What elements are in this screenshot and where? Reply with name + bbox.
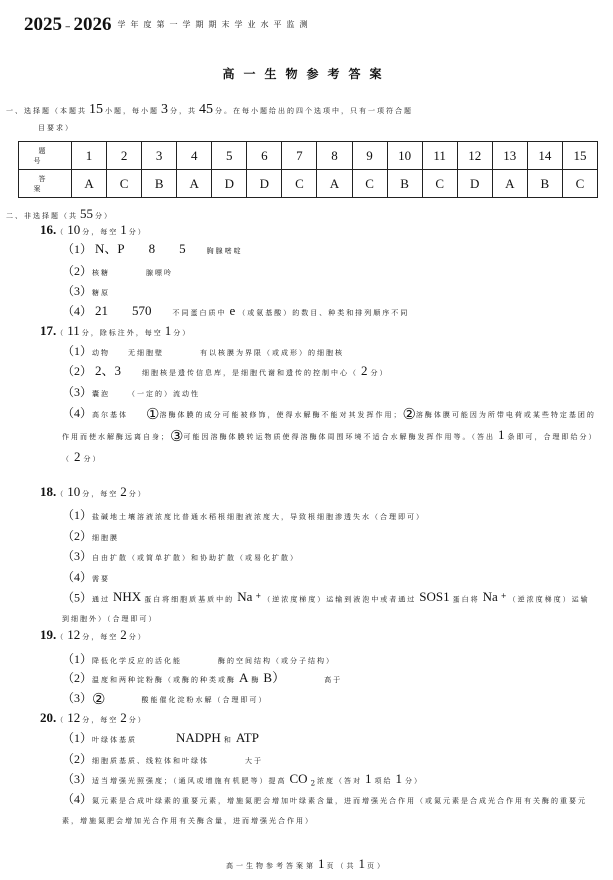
q17-score: 11	[67, 323, 80, 338]
answer-text: ATP	[235, 730, 259, 745]
answer-text: 细胞质基质、线粒体和叶绿体	[92, 757, 210, 765]
section1-prefix: 一、选择题（本题共	[6, 107, 87, 115]
part-number: （3）	[62, 385, 93, 399]
answer-cell: D	[457, 170, 492, 198]
section1-mid1: 小题，每小题	[105, 107, 159, 115]
answer-text: 2	[361, 363, 368, 378]
subscript: 2	[310, 779, 318, 788]
answer-text: 胸腺嘧啶	[206, 247, 243, 255]
q16-number: 16.	[40, 222, 57, 237]
section1-mid2: 分，共	[170, 107, 197, 115]
q20-each: 2	[120, 710, 127, 725]
answer-text: 条即可，合理即给分）（	[62, 433, 594, 463]
superscript: +	[255, 592, 264, 600]
answer-text: 自由扩散（或简单扩散）和协助扩散（或易化扩散）	[92, 554, 300, 562]
answer-text: 细胞核是遗传信息库，是细胞代谢和遗传的控制中心（	[142, 369, 359, 377]
section1-heading	[6, 100, 606, 135]
answer-text: 盐碱地土壤溶液浓度比普通水稻根细胞液浓度大，导致根细胞渗透失水（合理即可）	[92, 513, 426, 521]
answer-cell: C	[562, 170, 597, 198]
section2-prefix: 二、非选择题（共	[6, 212, 78, 220]
answer-text: 叶绿体基质	[92, 736, 138, 744]
part-number: （1）	[62, 731, 93, 745]
q18-each: 2	[120, 484, 127, 499]
q20-part1	[62, 731, 262, 747]
qnum-cell: 15	[562, 142, 597, 170]
answer-text: 1	[395, 771, 403, 786]
footer-text: 高一生物参考答案第	[226, 862, 316, 870]
answer-text: 白将	[461, 595, 480, 604]
q18-part1	[62, 508, 425, 524]
section1-count: 15	[89, 102, 103, 117]
answer-text: 细胞膜	[92, 534, 120, 542]
answer-text: 可能因溶酶体膜转运物质使得溶酶体周围环境不适合水解酶发挥作用等。（答出	[183, 433, 495, 441]
qnum-cell: 2	[107, 142, 142, 170]
answer-text: 21	[95, 303, 109, 318]
q20-head-text: 分，每空	[82, 716, 119, 724]
part-number: （2）	[62, 671, 93, 685]
q19-score: 12	[67, 627, 81, 642]
answer-text: 高于	[324, 676, 343, 684]
answer-text: 溶酶体膜可能因为所带电荷或某些特定基团的作用而使水解酶远离自身；	[62, 411, 596, 441]
q19-heading	[40, 627, 147, 643]
q16-head-end: 分）	[128, 228, 147, 236]
q19-head-end: 分）	[128, 633, 147, 641]
year-start: 2025	[24, 14, 62, 35]
q19-each: 2	[120, 627, 127, 642]
answer-text: 动物	[92, 349, 111, 357]
q16-each: 1	[120, 222, 127, 237]
answer-text: 大于	[245, 757, 264, 765]
answer-text: CO	[289, 771, 308, 786]
answer-text: A	[239, 670, 249, 685]
circled-three-icon: ③	[170, 427, 184, 445]
answer-text: 氮元素是合成叶绿素的重要元素，增施氮肥会增加叶绿素含量，进而增强光合作用（或氮元素是合成光合作用有关酶的重要元素，增施氮肥会增加光合作用有关酶含量，进而增强光合作用）	[62, 797, 588, 825]
q16-head-text: 分，每空	[82, 228, 119, 236]
q20-heading	[40, 710, 147, 726]
page-footer	[0, 856, 613, 872]
qnum-cell: 14	[527, 142, 562, 170]
q17-head-end: 分）	[173, 329, 192, 337]
q17-number: 17.	[40, 323, 57, 338]
answer-cell: D	[212, 170, 247, 198]
q20-part2	[62, 752, 263, 768]
answer-text: 酶	[251, 676, 261, 684]
answer-text: e	[229, 303, 236, 318]
answer-text: B）	[263, 670, 286, 685]
q16-paren: （	[56, 228, 66, 236]
answer-cell: C	[282, 170, 317, 198]
answer-text: 2、3	[95, 363, 122, 378]
year-dash: –	[65, 20, 71, 33]
q18-paren: （	[56, 490, 66, 498]
answer-text: NHX	[113, 589, 142, 605]
part-number: （4）	[62, 406, 93, 420]
qnum-cell: 8	[317, 142, 352, 170]
q17-part1	[62, 344, 344, 360]
answer-cell: D	[247, 170, 282, 198]
answer-cell: A	[72, 170, 107, 198]
answer-text: 需要	[92, 575, 111, 583]
section1-total: 45	[199, 102, 213, 117]
section2-suffix: 分）	[95, 212, 113, 220]
answer-text: 1	[365, 771, 372, 786]
q19-head-text: 分，每空	[82, 633, 119, 641]
answer-table	[18, 141, 598, 198]
answer-cell: B	[387, 170, 422, 198]
part-number: （2）	[62, 529, 93, 543]
answer-text: 温度和两种淀粉酶（或酶的种类或酶	[92, 676, 237, 684]
q18-head-text: 分，每空	[82, 490, 119, 498]
q16-part3	[62, 284, 110, 300]
footer-total-pages: 1	[358, 856, 365, 871]
qnum-cell: 10	[387, 142, 422, 170]
q20-part3	[62, 772, 423, 790]
section2-heading	[6, 206, 113, 222]
part-number: （1）	[62, 242, 93, 256]
section1-suffix: 分。在每小题给出的四个选项中，只有一项符合题	[215, 107, 413, 115]
q18-head-end: 分）	[128, 490, 147, 498]
q17-each: 1	[164, 323, 172, 338]
q16-score: 10	[67, 222, 81, 237]
answer-text: 8	[148, 241, 156, 256]
answer-text: 2	[74, 449, 81, 464]
q16-part4	[62, 304, 409, 320]
year-end: 2026	[73, 14, 112, 35]
q19-number: 19.	[40, 627, 57, 642]
answer-text: 溶酶体膜的成分可能被修饰，使得水解酶不能对其发挥作用；	[159, 411, 403, 419]
answer-text: （一定的）流动性	[128, 390, 201, 398]
part-number: （2）	[62, 364, 93, 378]
answer-text: 蛋	[452, 595, 462, 604]
answer-cell: B	[527, 170, 562, 198]
answer-text: 糖原	[92, 289, 111, 297]
answer-text: 不同蛋白质中	[172, 309, 227, 317]
circled-two-icon: ②	[402, 405, 416, 423]
part-number: （1）	[62, 344, 93, 358]
q18-number: 18.	[40, 484, 57, 499]
answer-cell: A	[317, 170, 352, 198]
section1-line2: 目要求）	[38, 124, 74, 132]
q17-paren: （	[56, 329, 66, 337]
part-number: （3）	[62, 772, 93, 786]
answer-cell: C	[352, 170, 387, 198]
part-number: （4）	[62, 570, 93, 584]
qnum-cell: 6	[247, 142, 282, 170]
footer-text: 页（共	[326, 862, 357, 870]
answer-text: 酶的空间结构（或分子结构）	[218, 657, 336, 665]
answer-text: SOS1	[419, 589, 450, 605]
answer-text: 无细胞壁	[128, 349, 165, 357]
q18-score: 10	[67, 484, 81, 499]
answer-text: 高尔基体	[92, 411, 129, 419]
part-number: （3）	[62, 691, 93, 705]
answer-cell: C	[422, 170, 457, 198]
qnum-cell: 11	[422, 142, 457, 170]
row-label-number: 题号	[19, 142, 72, 170]
q19-paren: （	[56, 633, 66, 641]
footer-text: 页）	[367, 862, 387, 870]
q19-part1	[62, 652, 335, 668]
qnum-cell: 12	[457, 142, 492, 170]
part-number: （3）	[62, 284, 93, 298]
answer-text: 适当增强光照强度；（通风或增施有机肥等）提高	[92, 777, 287, 785]
qnum-cell: 1	[72, 142, 107, 170]
answer-text: 通过	[92, 595, 111, 604]
answer-text: 酸能催化淀粉水解（合理即可）	[141, 696, 268, 704]
qnum-cell: 3	[142, 142, 177, 170]
part-number: （1）	[62, 652, 93, 666]
q20-score: 12	[67, 710, 81, 725]
exam-name: 学年度第一学期期末学业水平监测	[117, 20, 313, 29]
part-number: （2）	[62, 264, 93, 278]
exam-header	[24, 14, 313, 36]
answer-text: （逆浓度梯度）运输到液泡中或者通过	[263, 595, 417, 604]
footer-page-number: 1	[318, 856, 325, 871]
part-number: （1）	[62, 508, 93, 522]
q18-part5	[62, 586, 597, 629]
answer-text: 蛋白将细胞质基质中的	[144, 595, 235, 604]
answer-cell: B	[142, 170, 177, 198]
answer-text: 分）	[370, 369, 389, 377]
answer-text: 浓度（答对	[317, 777, 363, 785]
q18-part2	[62, 529, 119, 545]
answer-text: 5	[179, 241, 186, 256]
answer-cell: A	[177, 170, 212, 198]
answer-row	[19, 170, 598, 198]
qnum-cell: 9	[352, 142, 387, 170]
q16-part2	[62, 264, 173, 280]
answer-text: 腺嘌呤	[146, 269, 174, 277]
answer-text: 核糖	[92, 269, 111, 277]
part-number: （4）	[62, 792, 93, 806]
answer-text: 和	[223, 736, 233, 744]
answer-text: （或氨基酸）的数目、种类和排列顺序不同	[238, 309, 410, 317]
answer-text: NADPH	[176, 730, 221, 745]
answer-cell: A	[492, 170, 527, 198]
superscript: +	[500, 592, 509, 600]
question-number-row	[19, 142, 598, 170]
q16-part1	[62, 242, 243, 258]
q19-part2	[62, 671, 342, 687]
answer-text: 570	[132, 303, 152, 318]
q17-part3	[62, 385, 200, 401]
answer-text: 分）	[405, 777, 424, 785]
q17-heading	[40, 323, 191, 339]
row-label-answer: 答案	[19, 170, 72, 198]
answer-cell: C	[107, 170, 142, 198]
qnum-cell: 4	[177, 142, 212, 170]
circled-one-icon: ①	[146, 405, 160, 423]
q20-paren: （	[56, 716, 66, 724]
part-number: （2）	[62, 752, 93, 766]
page-title: 高一生物参考答案	[222, 67, 391, 81]
answer-text: 囊泡	[92, 390, 111, 398]
q19-part3	[62, 691, 267, 707]
part-number: （4）	[62, 304, 93, 318]
qnum-cell: 7	[282, 142, 317, 170]
q18-part3	[62, 549, 299, 565]
q17-part2	[62, 364, 389, 380]
qnum-cell: 13	[492, 142, 527, 170]
q18-heading	[40, 484, 147, 500]
q18-part4	[62, 570, 110, 586]
q20-head-end: 分）	[128, 716, 147, 724]
circled-two-icon: ②	[92, 690, 106, 708]
q16-heading	[40, 222, 147, 238]
answer-text: （逆浓度梯度）运输到细胞外）（合理即可）	[62, 595, 590, 624]
part-number: （3）	[62, 549, 93, 563]
answer-text: 项给	[374, 777, 393, 785]
answer-text: 1	[497, 427, 505, 442]
answer-text: N、P	[95, 241, 125, 256]
section2-total: 55	[80, 206, 93, 221]
answer-text: 分）	[83, 455, 102, 463]
q20-part4	[62, 789, 597, 831]
q17-head-text: 分，除标注外，每空	[81, 329, 163, 337]
q20-number: 20.	[40, 710, 57, 725]
answer-text: 降低化学反应的活化能	[92, 657, 183, 665]
qnum-cell: 5	[212, 142, 247, 170]
section1-each: 3	[161, 102, 168, 117]
answer-text: Na	[237, 589, 253, 605]
q17-part4	[62, 403, 597, 469]
answer-text: Na	[482, 589, 498, 605]
part-number: （5）	[62, 590, 93, 605]
answer-text: 有以核膜为界限（或成形）的细胞核	[200, 349, 345, 357]
